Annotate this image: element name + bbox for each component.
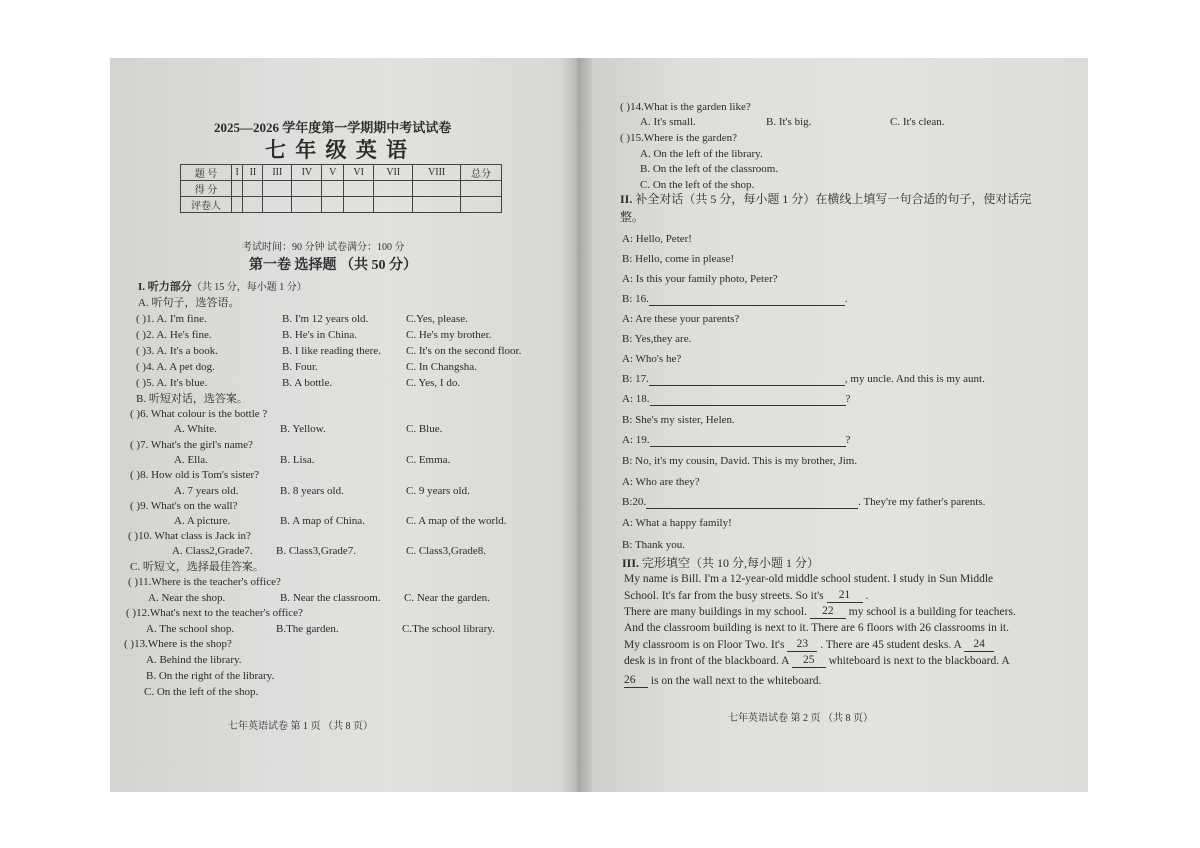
section3-title: III. 完形填空（共 10 分,每小题 1 分） bbox=[622, 556, 820, 570]
score-header-cell: V bbox=[322, 165, 344, 181]
dialog-line-parents: A: Are these your parents? bbox=[622, 313, 740, 325]
q10-option-c: C. Class3,Grade8. bbox=[406, 545, 487, 557]
q12-option-b: B.The garden. bbox=[276, 623, 339, 635]
q12-option-c: C.The school library. bbox=[402, 623, 495, 635]
question-11: ( )11.Where is the teacher's office? bbox=[128, 576, 281, 588]
cloze-line-5: My classroom is on Floor Two. It's 23 . There are 45 student desks. A 24 bbox=[624, 638, 994, 652]
cloze-line-1: My name is Bill. I'm a 12-year-old middle school student. I study in Sun Middle bbox=[624, 573, 994, 585]
q1-option-b: B. I'm 12 years old. bbox=[282, 313, 369, 325]
dialog-line-3: A: Is this your family photo, Peter? bbox=[622, 273, 778, 285]
q8-option-a: A. 7 years old. bbox=[174, 485, 239, 497]
q13-option-b: B. On the right of the library. bbox=[146, 670, 275, 682]
q6-option-a: A. White. bbox=[174, 423, 217, 435]
q1-option-c: C.Yes, please. bbox=[406, 313, 468, 325]
exam-info: 考试时间：90 分钟 试卷满分：100 分 bbox=[242, 242, 405, 253]
question-4: ( )4. A. A pet dog. bbox=[136, 361, 215, 373]
question-10: ( )10. What class is Jack in? bbox=[128, 530, 251, 542]
q14-option-b: B. It's big. bbox=[766, 116, 812, 128]
dialog-line-cousin: B: No, it's my cousin, David. This is my brother, Jim. bbox=[622, 455, 858, 467]
dialog-line-who: A: Who's he? bbox=[622, 353, 682, 365]
score-row-label: 得 分 bbox=[181, 181, 232, 197]
q9-option-a: A. A picture. bbox=[174, 515, 231, 527]
question-1: ( )1. A. I'm fine. bbox=[136, 313, 207, 325]
dialog-blank-16: B: 16. . bbox=[622, 293, 848, 305]
left-page-footer: 七年英语试卷 第 1 页 （共 8 页） bbox=[228, 721, 373, 732]
right-page-footer: 七年英语试卷 第 2 页 （共 8 页） bbox=[728, 713, 873, 724]
book-spine bbox=[562, 58, 592, 792]
q15-option-a: A. On the left of the library. bbox=[640, 148, 763, 160]
q6-option-c: C. Blue. bbox=[406, 423, 443, 435]
q11-option-a: A. Near the shop. bbox=[148, 592, 226, 604]
q15-option-b: B. On the left of the classroom. bbox=[640, 163, 779, 175]
q14-option-a: A. It's small. bbox=[640, 116, 696, 128]
question-14: ( )14.What is the garden like? bbox=[620, 101, 751, 113]
q3-option-b: B. I like reading there. bbox=[282, 345, 381, 357]
dialog-line-thanks: B: Thank you. bbox=[622, 539, 686, 551]
cloze-line-6: desk is in front of the blackboard. A 25 whiteboard is next to the blackboard. A bbox=[624, 654, 1010, 667]
question-12: ( )12.What's next to the teacher's office? bbox=[126, 607, 303, 619]
q4-option-c: C. In Changsha. bbox=[406, 361, 477, 373]
q4-option-b: B. Four. bbox=[282, 361, 318, 373]
score-header-cell: III bbox=[263, 165, 292, 181]
q3-option-c: C. It's on the second floor. bbox=[406, 345, 522, 357]
dialog-line-who-they: A: Who are they? bbox=[622, 476, 700, 488]
q2-option-b: B. He's in China. bbox=[282, 329, 358, 341]
q13-option-a: A. Behind the library. bbox=[146, 654, 242, 666]
q7-option-c: C. Emma. bbox=[406, 454, 451, 466]
score-table bbox=[180, 164, 502, 213]
cloze-line-3: There are many buildings in my school. 22 my school is a building for teachers. bbox=[624, 605, 1016, 618]
q8-option-c: C. 9 years old. bbox=[406, 485, 470, 497]
dialog-blank-20: B:20. . They're my father's parents. bbox=[622, 496, 986, 508]
section2-title-cont: 整。 bbox=[620, 210, 645, 224]
score-header-cell: IV bbox=[292, 165, 322, 181]
q7-option-a: A. Ella. bbox=[174, 454, 208, 466]
question-8: ( )8. How old is Tom's sister? bbox=[130, 469, 260, 481]
dialog-line-happy: A: What a happy family! bbox=[622, 517, 732, 529]
question-5: ( )5. A. It's blue. bbox=[136, 377, 208, 389]
part-b-heading: B. 听短对话，选答案。 bbox=[136, 393, 248, 405]
section2-title: II. 补全对话（共 5 分，每小题 1 分）在横线上填写一句合适的句子，使对话完 bbox=[620, 192, 1032, 206]
question-7: ( )7. What's the girl's name? bbox=[130, 439, 253, 451]
score-header-cell: VI bbox=[344, 165, 374, 181]
section1-title: I. 听力部分（共 15 分，每小题 1 分） bbox=[138, 281, 307, 293]
dialog-line-1: A: Hello, Peter! bbox=[622, 233, 692, 245]
q11-option-c: C. Near the garden. bbox=[404, 592, 490, 604]
cloze-line-4: And the classroom building is next to it. There are 6 floors with 26 classrooms in it. bbox=[624, 622, 1009, 634]
q15-option-c: C. On the left of the shop. bbox=[640, 179, 755, 191]
q13-option-c: C. On the left of the shop. bbox=[144, 686, 259, 698]
dialog-blank-17: B: 17. , my uncle. And this is my aunt. bbox=[622, 373, 985, 385]
q2-option-c: C. He's my brother. bbox=[406, 329, 492, 341]
cloze-line-7: 26 is on the wall next to the whiteboard. bbox=[624, 674, 822, 687]
score-header-cell: 总分 bbox=[461, 165, 502, 181]
cloze-line-2: School. It's far from the busy streets. So it's 21 . bbox=[624, 589, 869, 602]
q11-option-b: B. Near the classroom. bbox=[280, 592, 381, 604]
dialog-line-yes: B: Yes,they are. bbox=[622, 333, 692, 345]
q5-option-c: C. Yes, I do. bbox=[406, 377, 461, 389]
part-c-heading: C. 听短文，选择最佳答案。 bbox=[130, 561, 264, 573]
q8-option-b: B. 8 years old. bbox=[280, 485, 344, 497]
grader-row-label: 评卷人 bbox=[181, 197, 232, 213]
q14-option-c: C. It's clean. bbox=[890, 116, 945, 128]
exam-title: 2025—2026 学年度第一学期期中考试试卷 bbox=[214, 120, 452, 135]
part-a-heading: A. 听句子，选答语。 bbox=[138, 297, 240, 309]
volume-title: 第一卷 选择题 （共 50 分） bbox=[249, 258, 417, 273]
q5-option-b: B. A bottle. bbox=[282, 377, 333, 389]
question-6: ( )6. What colour is the bottle ? bbox=[130, 408, 268, 420]
dialog-blank-18: A: 18. ? bbox=[622, 393, 851, 405]
q10-option-a: A. Class2,Grade7. bbox=[172, 545, 253, 557]
q6-option-b: B. Yellow. bbox=[280, 423, 326, 435]
question-9: ( )9. What's on the wall? bbox=[130, 500, 238, 512]
score-header-cell: I bbox=[232, 165, 243, 181]
subject-title: 七 年 级 英 语 bbox=[265, 138, 409, 162]
q9-option-b: B. A map of China. bbox=[280, 515, 365, 527]
question-15: ( )15.Where is the garden? bbox=[620, 132, 737, 144]
q12-option-a: A. The school shop. bbox=[146, 623, 235, 635]
question-13: ( )13.Where is the shop? bbox=[124, 638, 232, 650]
score-header-cell: II bbox=[243, 165, 263, 181]
q7-option-b: B. Lisa. bbox=[280, 454, 315, 466]
score-header-cell: 题 号 bbox=[181, 165, 232, 181]
score-header-cell: VIII bbox=[413, 165, 461, 181]
dialog-line-2: B: Hello, come in please! bbox=[622, 253, 735, 265]
score-header-cell: VII bbox=[374, 165, 413, 181]
dialog-line-sister: B: She's my sister, Helen. bbox=[622, 414, 735, 426]
q10-option-b: B. Class3,Grade7. bbox=[276, 545, 357, 557]
question-3: ( )3. A. It's a book. bbox=[136, 345, 219, 357]
q9-option-c: C. A map of the world. bbox=[406, 515, 507, 527]
dialog-blank-19: A: 19. ? bbox=[622, 434, 851, 446]
question-2: ( )2. A. He's fine. bbox=[136, 329, 212, 341]
